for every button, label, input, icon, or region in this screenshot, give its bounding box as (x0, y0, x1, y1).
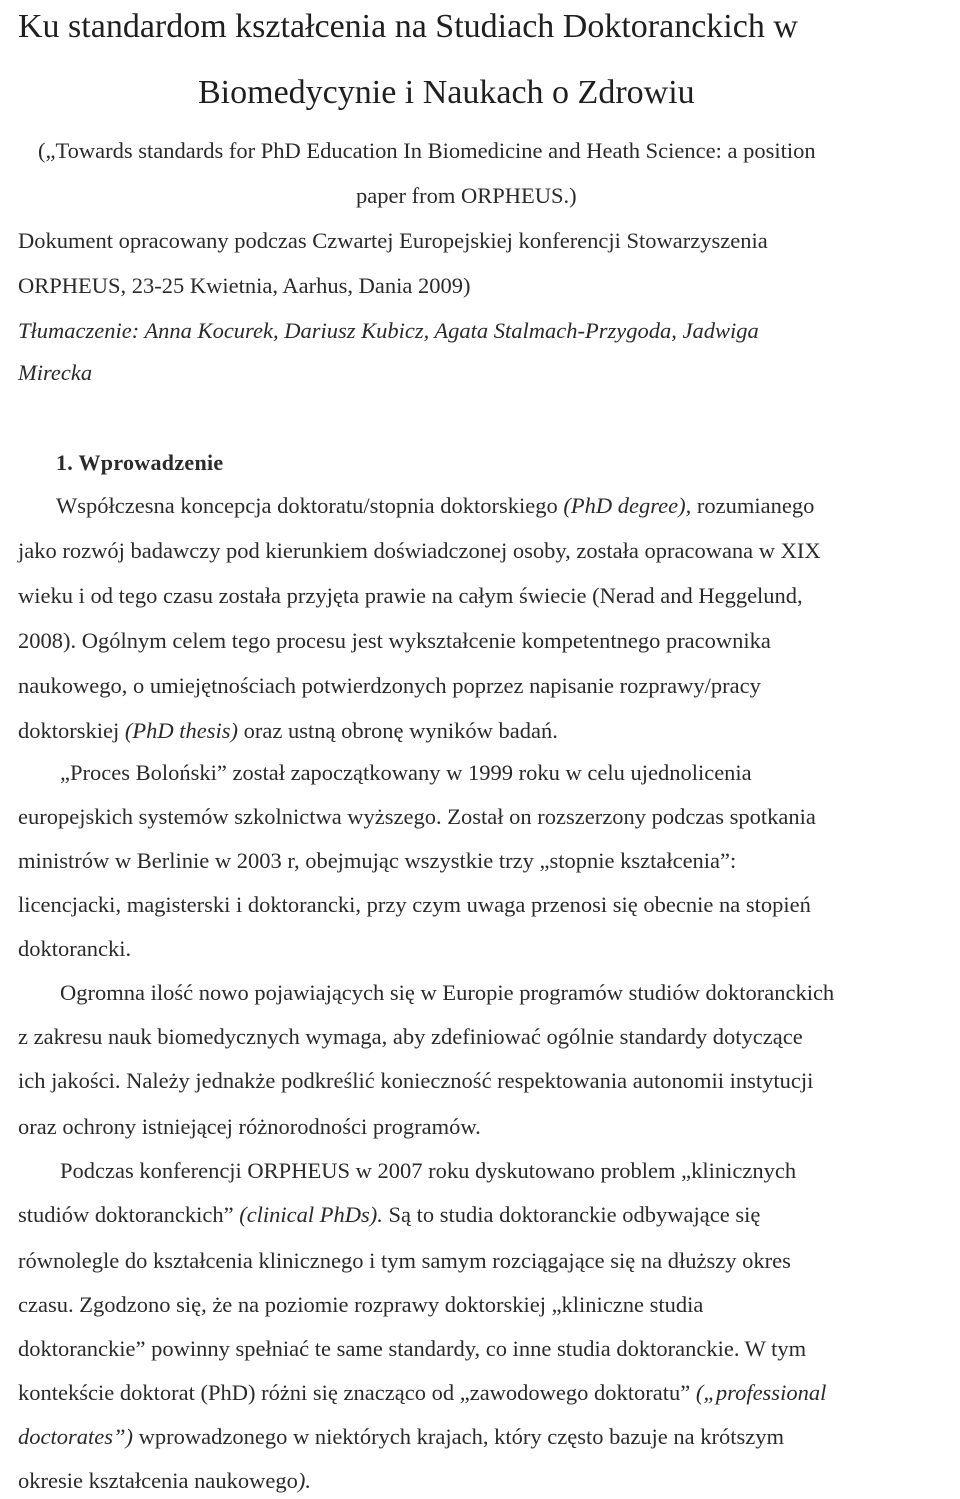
p3-line-1: Ogromna ilość nowo pojawiających się w Europie programów studiów doktoranckich (60, 980, 835, 1005)
p2-line-1: „Proces Boloński” został zapoczątkowany w 1999 roku w celu ujednolicenia (60, 760, 752, 785)
p4-line-3: równolegle do kształcenia klinicznego i tym samym rozciągające się na dłuższy okres (18, 1248, 791, 1273)
p1-term-phd-degree: (PhD degree), (563, 493, 692, 518)
subtitle-line-1: („Towards standards for PhD Education In Biomedicine and Heath Science: a position (38, 138, 816, 163)
p4-line2-a: studiów doktoranckich” (18, 1202, 240, 1227)
p3-line-3: ich jakości. Należy jednakże podkreślić konieczność respektowania autonomii instytucji (18, 1068, 814, 1093)
title-line-2: Biomedycynie i Naukach o Zdrowiu (198, 74, 695, 111)
p4-line-5: doktoranckie” powinny spełniać te same standardy, co inne studia doktoranckie. W tym (18, 1336, 807, 1361)
p1-text-a: Współczesna koncepcja doktoratu/stopnia doktorskiego (56, 493, 564, 518)
section-heading: 1. Wprowadzenie (56, 450, 224, 475)
subtitle-line-2: paper from ORPHEUS.) (356, 183, 577, 208)
p1-line-6 (18, 720, 558, 743)
p4-term-professional: („professional (695, 1380, 827, 1405)
p4-line-4: czasu. Zgodzono się, że na poziomie rozprawy doktorskiej „kliniczne studia (18, 1292, 704, 1317)
p4-term-doctorates: doctorates”) (18, 1424, 133, 1449)
p1-line-5: naukowego, o umiejętnościach potwierdzonych poprzez napisanie rozprawy/pracy (18, 673, 761, 698)
p1-line-3: wieku i od tego czasu została przyjęta prawie na całym świecie (Nerad and Heggelund, (18, 583, 803, 608)
p2-line-3: ministrów w Berlinie w 2003 r, obejmując wszystkie trzy „stopnie kształcenia”: (18, 848, 737, 873)
p2-line-4: licencjacki, magisterski i doktorancki, przy czym uwaga przenosi się obecnie na stopień (18, 892, 811, 917)
title-line-1: Ku standardom kształcenia na Studiach Doktoranckich w (18, 8, 798, 45)
p1-line6-c: oraz ustną obronę wyników badań. (237, 718, 558, 743)
p1-line-4: 2008). Ogólnym celem tego procesu jest wykształcenie kompetentnego pracownika (18, 628, 771, 653)
translators-line-1: Tłumaczenie: Anna Kocurek, Dariusz Kubicz, Agata Stalmach-Przygoda, Jadwiga (18, 318, 759, 343)
p4-line-2 (18, 1204, 760, 1227)
p4-line8-a: okresie kształcenia naukowego (18, 1468, 298, 1493)
p4-line8-b: ). (297, 1468, 312, 1493)
p1-line-2: jako rozwój badawczy pod kierunkiem doświadczonej osoby, została opracowana w XIX (18, 538, 821, 563)
p1-term-phd-thesis: (PhD thesis) (124, 718, 238, 743)
p4-line-1: Podczas konferencji ORPHEUS w 2007 roku dyskutowano problem „klinicznych (60, 1158, 797, 1183)
p1-line-1 (56, 495, 814, 518)
p2-line-2: europejskich systemów szkolnictwa wyższego. Został on rozszerzony podczas spotkania (18, 804, 816, 829)
p4-line7-b: wprowadzonego w niektórych krajach, który często bazuje na krótszym (133, 1424, 785, 1449)
translators-line-2: Mirecka (18, 360, 93, 385)
p4-line2-c: Są to studia doktoranckie odbywające się (382, 1202, 761, 1227)
p4-line-6 (18, 1382, 826, 1405)
p4-term-clinical-phds: (clinical PhDs). (239, 1202, 383, 1227)
p4-line-7 (18, 1426, 784, 1449)
p1-line6-a: doktorskiej (18, 718, 125, 743)
p3-line-4: oraz ochrony istniejącej różnorodności programów. (18, 1114, 481, 1139)
p2-line-5: doktorancki. (18, 936, 132, 961)
p3-line-2: z zakresu nauk biomedycznych wymaga, aby zdefiniować ogólnie standardy dotyczące (18, 1024, 803, 1049)
p4-line6-a: kontekście doktorat (PhD) różni się znacząco od „zawodowego doktoratu” (18, 1380, 696, 1405)
origin-line-1: Dokument opracowany podczas Czwartej Europejskiej konferencji Stowarzyszenia (18, 228, 768, 253)
origin-line-2: ORPHEUS, 23-25 Kwietnia, Aarhus, Dania 2009) (18, 273, 471, 298)
p1-text-c: rozumianego (691, 493, 815, 518)
p4-line-8 (18, 1470, 311, 1493)
